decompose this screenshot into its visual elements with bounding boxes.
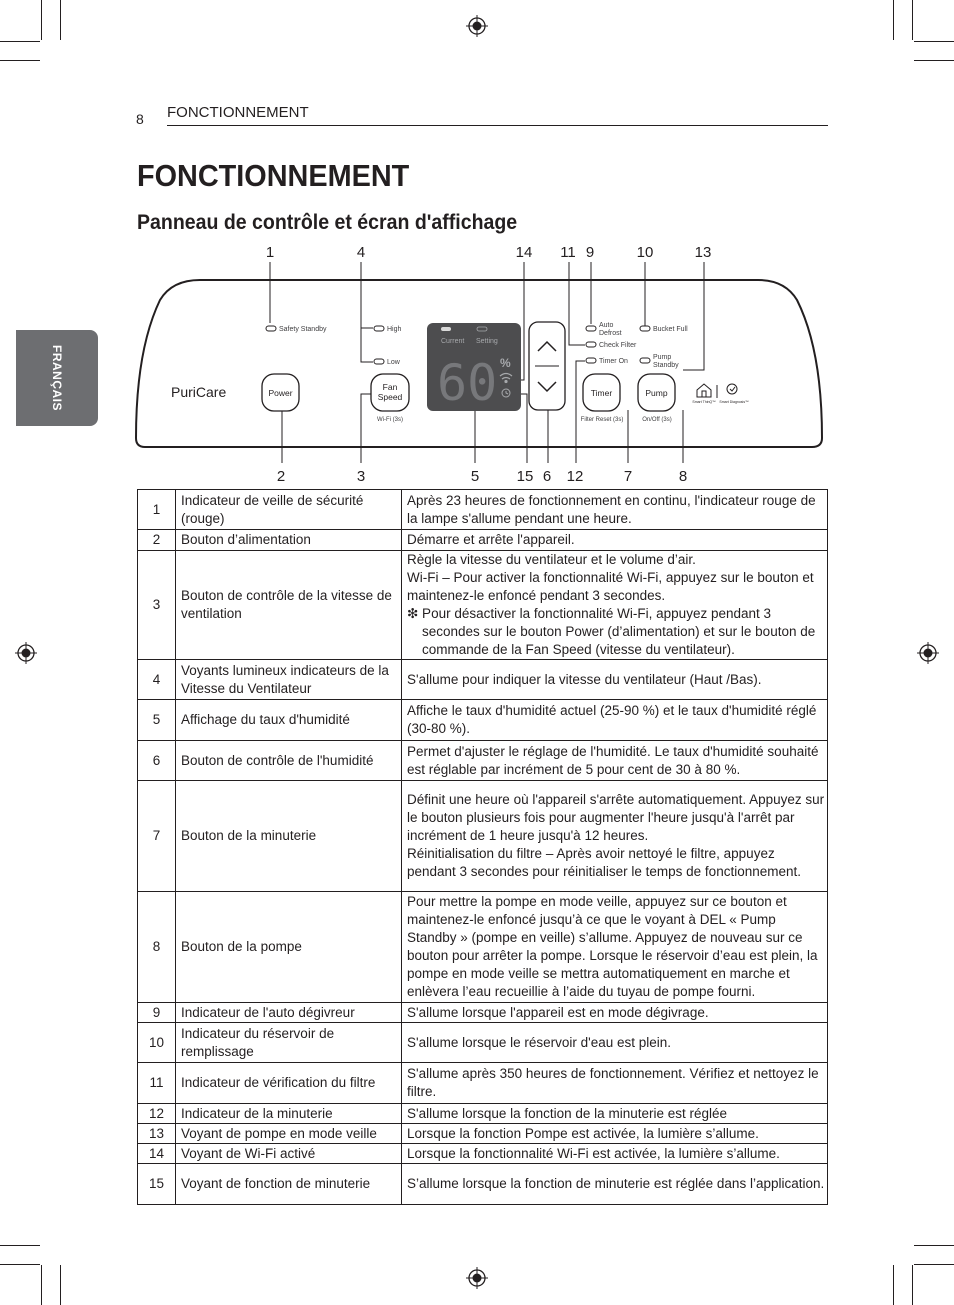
callout-13: 13	[694, 244, 712, 261]
item-description	[402, 1104, 828, 1124]
item-number: 8	[138, 892, 176, 1003]
crop-mark	[914, 1264, 954, 1265]
language-tab-label: FRANÇAIS	[50, 345, 64, 411]
item-name: Voyant de fonction de minuterie	[176, 1164, 402, 1205]
auto-defrost-label: Auto	[599, 322, 614, 329]
setting-label: Setting	[476, 338, 498, 345]
callout-10: 10	[636, 244, 654, 261]
item-number: 11	[138, 1063, 176, 1104]
pump-button-label: Pump	[645, 388, 668, 398]
crop-mark	[41, 1265, 42, 1305]
current-label: Current	[441, 338, 465, 345]
table-row	[138, 660, 828, 700]
timer-button-label: Timer	[590, 388, 613, 398]
item-name: Bouton de la pompe	[176, 892, 402, 1003]
check-filter-led	[586, 342, 596, 347]
wifi-hold-label: Wi-Fi (3s)	[377, 417, 403, 423]
item-number: 4	[138, 660, 176, 700]
table-row	[138, 1164, 828, 1205]
section-title: Panneau de contrôle et écran d'affichage	[137, 211, 518, 234]
description-line: S'allume lorsque le réservoir d'eau est plein.	[407, 1034, 672, 1050]
item-description	[402, 1023, 828, 1063]
table-row	[138, 741, 828, 781]
high-led	[374, 326, 384, 331]
safety-standby-label: Safety Standby	[279, 326, 327, 333]
crop-mark	[893, 1265, 894, 1305]
description-line: S'allume pour indiquer la vitesse du ventilateur (Haut /Bas).	[407, 671, 762, 687]
table-row	[138, 530, 828, 551]
item-number: 5	[138, 700, 176, 741]
low-led	[374, 359, 384, 364]
description-line: S'allume lorsque la fonction de la minuterie est réglée	[407, 1105, 728, 1121]
description-line: secondes sur le bouton Power (d’alimentation) et sur le bouton de commande de la Fan Speed (vitesse du ventilateur).	[422, 624, 816, 657]
callout-15: 15	[516, 468, 534, 485]
page-title: FONCTIONNEMENT	[137, 158, 410, 193]
table-row	[138, 781, 828, 892]
item-description	[402, 551, 828, 660]
description-line: S'allume lorsque l'appareil est en mode dégivrage.	[407, 1004, 709, 1020]
function-table	[137, 489, 828, 1205]
high-label: High	[387, 326, 402, 333]
table-row	[138, 1124, 828, 1144]
item-number: 12	[138, 1104, 176, 1124]
fan-speed-label-1: Fan	[382, 382, 398, 392]
control-panel-diagram	[0, 0, 954, 490]
item-number: 7	[138, 781, 176, 892]
item-description	[402, 1003, 828, 1023]
item-description	[402, 530, 828, 551]
item-description	[402, 660, 828, 700]
item-description	[402, 490, 828, 530]
crop-mark	[914, 1245, 954, 1246]
item-number: 10	[138, 1023, 176, 1063]
table-row	[138, 1063, 828, 1104]
item-name: Indicateur de l'auto dégivreur	[176, 1003, 402, 1023]
registration-mark-icon	[15, 642, 37, 664]
item-description	[402, 1124, 828, 1144]
item-description	[402, 741, 828, 781]
description-line: Pour mettre la pompe en mode veille, appuyez sur ce bouton et maintenez-le enfoncé jusqu’à ce que le voyant à DEL « Pump Standby » (pompe en veille) s’allume. Appuyez de nouveau sur ce bouton pour arrêter la pompe. Lorsque le réservoir d’eau est plein, la pompe en mode veille se mettra automatiquement en marche et enlèvera l’eau recueillie à l’aide du tuyau de pompe fourni.	[407, 894, 818, 999]
item-name: Bouton de la minuterie	[176, 781, 402, 892]
callout-3: 3	[356, 468, 366, 485]
table-row	[138, 551, 828, 660]
callout-6: 6	[542, 468, 552, 485]
item-number: 13	[138, 1124, 176, 1144]
callout-12: 12	[566, 468, 584, 485]
percent-sign: %	[500, 356, 511, 370]
pump-standby-led	[640, 358, 650, 363]
callout-4: 4	[356, 244, 366, 261]
item-name: Bouton de contrôle de l'humidité	[176, 741, 402, 781]
current-led	[441, 327, 451, 331]
item-name: Affichage du taux d'humidité	[176, 700, 402, 741]
item-name: Bouton de contrôle de la vitesse de ventilation	[176, 551, 402, 660]
fan-speed-label-2: Speed	[377, 392, 403, 402]
crop-mark	[60, 1265, 61, 1305]
description-line: Lorsque la fonctionnalité Wi-Fi est activée, la lumière s’allume.	[407, 1145, 780, 1161]
description-line: Lorsque la fonction Pompe est activée, la lumière s’allume.	[407, 1125, 759, 1141]
table-row	[138, 490, 828, 530]
timer-on-label: Timer On	[599, 358, 628, 365]
item-description	[402, 1144, 828, 1164]
callout-2: 2	[276, 468, 286, 485]
callout-1: 1	[265, 244, 275, 261]
crop-mark	[0, 1245, 40, 1246]
setting-led	[477, 327, 487, 331]
item-number: 14	[138, 1144, 176, 1164]
description-line: S'allume après 350 heures de fonctionnement. Vérifiez et nettoyez le filtre.	[407, 1066, 819, 1099]
callout-11: 11	[560, 244, 576, 261]
pump-standby-label: Pump	[653, 354, 672, 361]
description-line: Règle la vitesse du ventilateur et le volume d’air.	[407, 552, 696, 567]
auto-defrost-led	[586, 326, 596, 331]
description-line: ❇ Pour désactiver la fonctionnalité Wi-Fi, appuyez pendant 3	[407, 606, 772, 621]
crop-mark	[0, 1264, 40, 1265]
callout-7: 7	[623, 468, 633, 485]
item-name: Voyant de Wi-Fi activé	[176, 1144, 402, 1164]
description-line: Après 23 heures de fonctionnement en continu, l'indicateur rouge de la lampe s'allume pendant une heure.	[407, 492, 816, 526]
brand-logo: PuriCare	[171, 384, 227, 400]
item-description	[402, 1063, 828, 1104]
callout-5: 5	[470, 468, 480, 485]
item-number: 9	[138, 1003, 176, 1023]
filter-reset-label: Filter Reset (3s)	[580, 417, 624, 423]
description-line: Réinitialisation du filtre – Après avoir nettoyé le filtre, appuyez pendant 3 secondes pour réinitialiser le temps de fonctionnement.	[407, 846, 801, 879]
smart-diagnosis-label: Smart Diagnosis™	[719, 400, 749, 404]
power-button-label: Power	[268, 388, 293, 398]
item-description	[402, 781, 828, 892]
description-line: Permet d'ajuster le réglage de l'humidité. Le taux d'humidité souhaité est réglable par incrément de 5 pour cent de 30 à 80 %.	[407, 743, 819, 777]
page-number: 8	[136, 111, 144, 127]
crop-mark	[912, 1265, 913, 1305]
item-description	[402, 1164, 828, 1205]
humidity-digits: 60	[437, 354, 498, 412]
timer-on-led	[586, 358, 596, 363]
item-name: Indicateur du réservoir de remplissage	[176, 1023, 402, 1063]
item-number: 6	[138, 741, 176, 781]
auto-defrost-label-2: Defrost	[599, 330, 622, 337]
item-description	[402, 700, 828, 741]
table-row	[138, 1003, 828, 1023]
onoff-hold-label: On/Off (3s)	[642, 417, 672, 423]
item-name: Indicateur de la minuterie	[176, 1104, 402, 1124]
registration-mark-icon	[917, 642, 939, 664]
registration-mark-icon	[466, 1267, 488, 1289]
item-name: Voyants lumineux indicateurs de la Vitesse du Ventilateur	[176, 660, 402, 700]
item-name: Voyant de pompe en mode veille	[176, 1124, 402, 1144]
bucket-full-label: Bucket Full	[653, 326, 688, 333]
item-number: 1	[138, 490, 176, 530]
item-number: 3	[138, 551, 176, 660]
callout-14: 14	[515, 244, 533, 261]
description-line: Wi-Fi – Pour activer la fonctionnalité Wi-Fi, appuyez sur le bouton et maintenez-le enfoncé pendant 3 secondes.	[407, 570, 814, 603]
description-line: Démarre et arrête l'appareil.	[407, 532, 575, 547]
table-row	[138, 892, 828, 1003]
table-row	[138, 1023, 828, 1063]
table-row	[138, 1104, 828, 1124]
callout-9: 9	[585, 244, 595, 261]
callout-8: 8	[678, 468, 688, 485]
bucket-full-led	[640, 326, 650, 331]
description-line: S’allume lorsque la fonction de minuterie est réglée dans l’application.	[407, 1176, 825, 1191]
item-name: Bouton d’alimentation	[176, 530, 402, 551]
check-filter-label: Check Filter	[599, 342, 637, 349]
table-row	[138, 1144, 828, 1164]
table-row	[138, 700, 828, 741]
item-name: Indicateur de veille de sécurité (rouge)	[176, 490, 402, 530]
pump-standby-label-2: Standby	[653, 362, 679, 369]
running-header: FONCTIONNEMENT	[167, 104, 309, 121]
safety-standby-led	[266, 326, 276, 331]
item-number: 2	[138, 530, 176, 551]
description-line: Définit une heure où l'appareil s'arrête automatiquement. Appuyez sur le bouton plusieurs fois pour augmenter l'heure jusqu'à l'arrêt par incrément de 1 heure jusqu'à 12 heures.	[407, 792, 825, 843]
low-label: Low	[387, 359, 400, 366]
item-description	[402, 892, 828, 1003]
item-number: 15	[138, 1164, 176, 1205]
smart-thinq-label: Smart ThinQ™	[692, 400, 716, 404]
description-line: Affiche le taux d'humidité actuel (25-90 %) et le taux d'humidité réglé (30-80 %).	[407, 703, 817, 736]
item-name: Indicateur de vérification du filtre	[176, 1063, 402, 1104]
